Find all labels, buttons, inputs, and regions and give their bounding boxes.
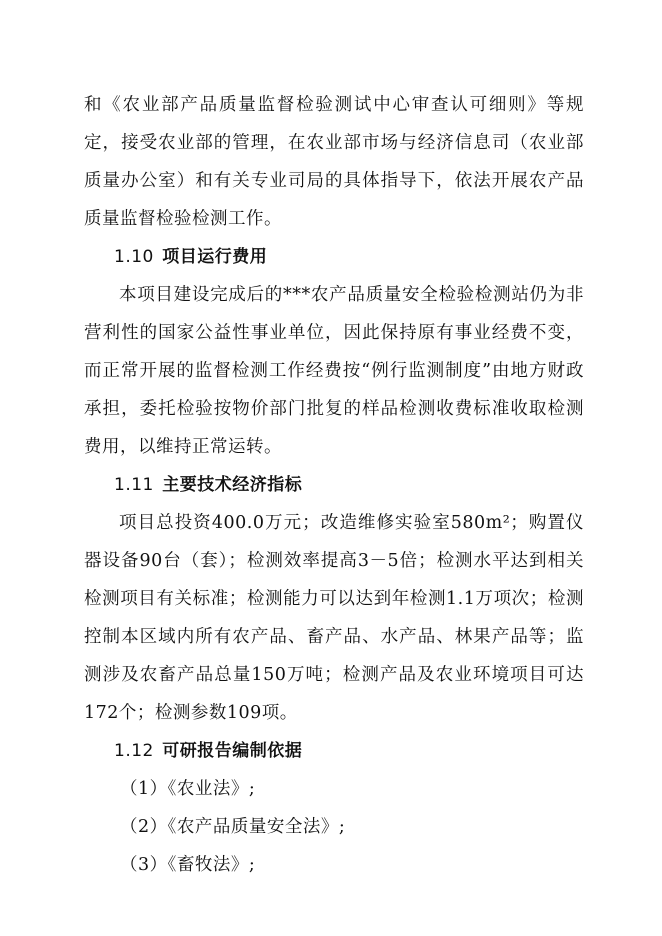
section-1-11-paragraph: 项目总投资400.0万元；改造维修实验室580m²；购置仪器设备90台（套）；检测效率提高3－5倍；检测水平达到相关检测项目有关标准；检测能力可以达到年检测1.1万项次；检测控制本区域内所有农产品、畜产品、水产品、林果产品等；监测涉及农畜产品总量150万吨；检测产品及农业环境项目可达172个；检测参数109项。 (84, 513, 584, 723)
section-number: 1.10 (114, 247, 154, 267)
section-1-10-paragraph: 本项目建设完成后的***农产品质量安全检验检测站仍为非营利性的国家公益性事业单位，因此保持原有事业经费不变，而正常开展的监督检测工作经费按“例行监测制度”由地方财政承担，委托检验按物价部门批复的样品检测收费标准收取检测费用，以维持正常运转。 (84, 285, 584, 457)
section-heading-1-12 (84, 732, 584, 770)
section-title: 可研报告编制依据 (162, 741, 303, 761)
intro-paragraph: 和《农业部产品质量监督检验测试中心审查认可细则》等规定，接受农业部的管理，在农业部市场与经济信息司（农业部质量办公室）和有关专业司局的具体指导下，依法开展农产品质量监督检验检测工作。 (84, 95, 584, 229)
section-title: 主要技术经济指标 (162, 475, 303, 495)
page-content (84, 86, 584, 884)
section-number: 1.11 (114, 475, 154, 495)
section-heading-1-10 (84, 238, 584, 276)
section-title: 项目运行费用 (162, 247, 268, 267)
section-number: 1.12 (114, 741, 154, 761)
law-list-item: （2）《农产品质量安全法》; (120, 817, 346, 837)
law-list-item: （3）《畜牧法》; (120, 855, 256, 875)
law-list-item: （1）《农业法》; (120, 779, 256, 799)
section-heading-1-11 (84, 466, 584, 504)
